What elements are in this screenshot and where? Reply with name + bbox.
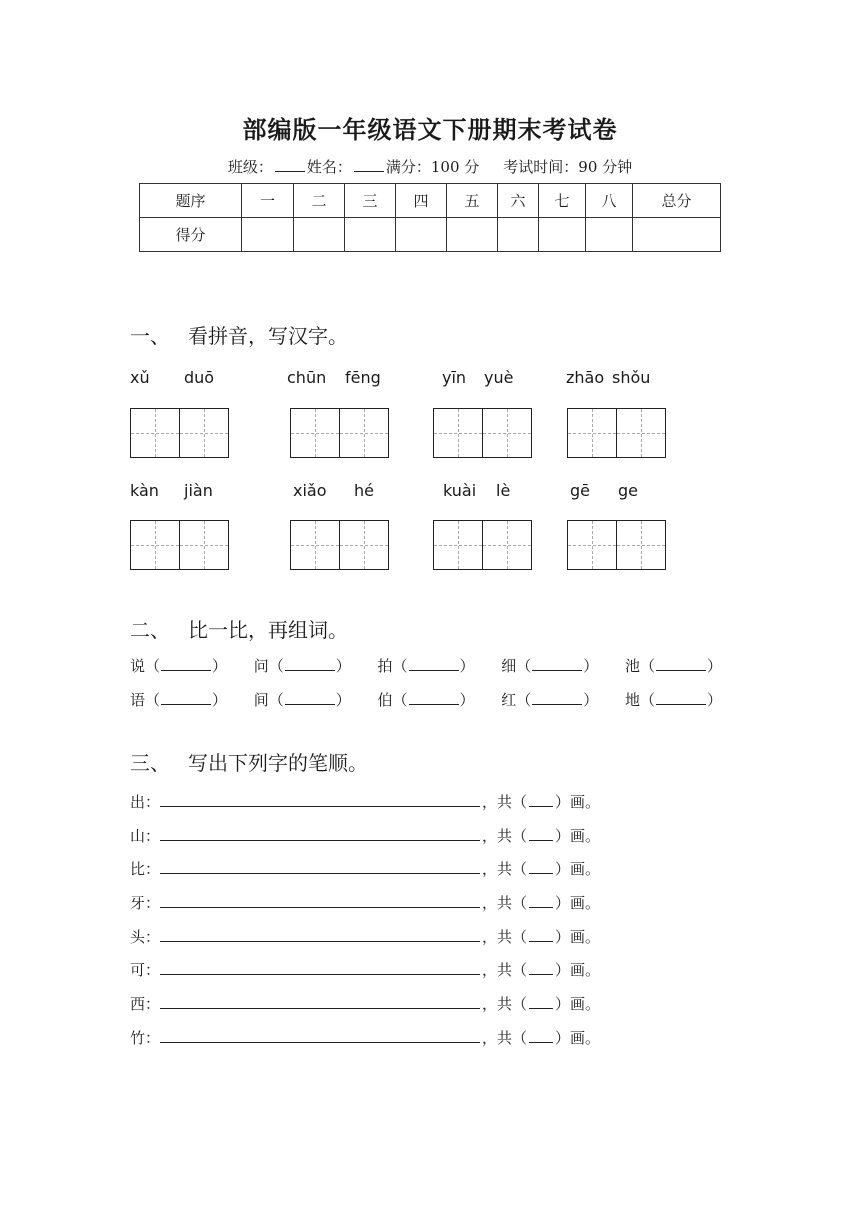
stroke-count-suffix: ）画。 <box>555 995 601 1013</box>
close-paren: ） <box>459 657 475 675</box>
compare-item <box>254 655 351 676</box>
answer-blank[interactable] <box>409 660 459 671</box>
close-paren: ） <box>583 657 599 675</box>
close-paren: ） <box>583 691 599 709</box>
section2-number: 二、 <box>130 618 170 642</box>
stroke-order-row <box>130 959 600 980</box>
compare-item <box>130 655 227 676</box>
stroke-order-row <box>130 825 600 846</box>
pinyin-syllable: kàn <box>130 481 159 500</box>
section2-heading <box>130 614 348 643</box>
score-cell[interactable] <box>633 218 721 252</box>
stroke-order-blank[interactable] <box>160 796 480 807</box>
exam-title: 部编版一年级语文下册期末考试卷 <box>242 115 618 144</box>
score-cell[interactable] <box>539 218 586 252</box>
stroke-count-blank[interactable] <box>529 998 553 1009</box>
close-paren: ） <box>459 691 475 709</box>
stroke-char: 牙： <box>130 894 161 912</box>
writing-grid-box[interactable] <box>616 520 666 570</box>
stroke-count-suffix: ）画。 <box>555 1029 601 1047</box>
stroke-order-row <box>130 791 600 812</box>
open-paren: （ <box>516 657 532 675</box>
compare-item <box>377 655 474 676</box>
stroke-count-prefix: ，共（ <box>482 995 528 1013</box>
stroke-order-blank[interactable] <box>160 998 480 1009</box>
writing-grid-box[interactable] <box>290 520 340 570</box>
score-header-cell: 二 <box>294 184 345 218</box>
compare-item <box>625 655 722 676</box>
open-paren: （ <box>639 691 655 709</box>
writing-grid-box[interactable] <box>433 520 483 570</box>
score-cell[interactable] <box>345 218 396 252</box>
stroke-count-prefix: ，共（ <box>482 793 528 811</box>
compare-item <box>377 689 474 710</box>
answer-blank[interactable] <box>285 694 335 705</box>
stroke-order-row <box>130 926 600 947</box>
writing-grid-box[interactable] <box>567 408 617 458</box>
stroke-count-blank[interactable] <box>529 964 553 975</box>
compare-char: 伯 <box>377 691 393 709</box>
pinyin-syllable: shǒu <box>612 368 651 387</box>
compare-char: 说 <box>130 657 146 675</box>
close-paren: ） <box>335 657 351 675</box>
stroke-count-suffix: ）画。 <box>555 793 601 811</box>
score-header-cell: 五 <box>447 184 498 218</box>
score-row-label: 得分 <box>140 218 242 252</box>
writing-grid-box[interactable] <box>130 520 180 570</box>
compare-char: 细 <box>501 657 517 675</box>
compare-char: 拍 <box>377 657 393 675</box>
pinyin-syllable: kuài <box>443 481 477 500</box>
stroke-order-row <box>130 993 600 1014</box>
stroke-count-blank[interactable] <box>529 830 553 841</box>
stroke-order-blank[interactable] <box>160 830 480 841</box>
close-paren: ） <box>212 657 228 675</box>
section3-number: 三、 <box>130 751 170 775</box>
compare-char: 红 <box>501 691 517 709</box>
pinyin-syllable: jiàn <box>184 481 213 500</box>
compare-char: 语 <box>130 691 146 709</box>
stroke-count-prefix: ，共（ <box>482 827 528 845</box>
compare-item <box>254 689 351 710</box>
pinyin-syllable: yīn <box>442 368 467 387</box>
exam-time: 考试时间：90 分钟 <box>503 158 633 176</box>
writing-grid-box[interactable] <box>130 408 180 458</box>
class-blank[interactable] <box>275 157 305 172</box>
close-paren: ） <box>335 691 351 709</box>
stroke-char: 西： <box>130 995 161 1013</box>
stroke-char: 可： <box>130 961 161 979</box>
pinyin-syllable: lè <box>496 481 511 500</box>
stroke-order-row <box>130 892 600 913</box>
compare-row-2 <box>130 689 722 710</box>
score-header-cell: 六 <box>498 184 539 218</box>
writing-grid-box[interactable] <box>567 520 617 570</box>
compare-item <box>130 689 227 710</box>
pinyin-syllable: zhāo <box>566 368 605 387</box>
score-table-header-row <box>140 184 721 218</box>
score-table <box>139 183 721 252</box>
score-table-score-row <box>140 218 721 252</box>
compare-char: 问 <box>253 657 269 675</box>
stroke-char: 比： <box>130 860 161 878</box>
score-header-cell: 七 <box>539 184 586 218</box>
stroke-count-blank[interactable] <box>529 897 553 908</box>
section2-title: 比一比，再组词。 <box>188 618 348 642</box>
compare-item <box>501 689 598 710</box>
section1-number: 一、 <box>130 324 170 348</box>
writing-grid-box[interactable] <box>616 408 666 458</box>
name-blank[interactable] <box>354 157 384 172</box>
writing-grid-box[interactable] <box>179 520 229 570</box>
score-cell[interactable] <box>586 218 633 252</box>
answer-blank[interactable] <box>161 660 211 671</box>
exam-info <box>0 156 860 177</box>
stroke-order-blank[interactable] <box>160 897 480 908</box>
open-paren: （ <box>392 691 408 709</box>
stroke-order-blank[interactable] <box>160 964 480 975</box>
pinyin-syllable: gē <box>570 481 590 500</box>
compare-row-1 <box>130 655 722 676</box>
answer-blank[interactable] <box>409 694 459 705</box>
compare-char: 池 <box>624 657 640 675</box>
stroke-order-blank[interactable] <box>160 931 480 942</box>
stroke-count-suffix: ）画。 <box>555 961 601 979</box>
answer-blank[interactable] <box>656 660 706 671</box>
close-paren: ） <box>706 691 722 709</box>
class-label: 班级： <box>227 158 273 176</box>
section3-heading <box>130 747 368 776</box>
stroke-count-blank[interactable] <box>529 863 553 874</box>
stroke-count-prefix: ，共（ <box>482 928 528 946</box>
section3-title: 写出下列字的笔顺。 <box>188 751 368 775</box>
stroke-order-blank[interactable] <box>160 863 480 874</box>
stroke-char: 头： <box>130 928 161 946</box>
stroke-char: 竹： <box>130 1029 161 1047</box>
stroke-order-row <box>130 1027 600 1048</box>
section1-heading <box>130 320 348 349</box>
name-label: 姓名： <box>306 158 352 176</box>
open-paren: （ <box>268 691 284 709</box>
writing-grid-box[interactable] <box>482 408 532 458</box>
pinyin-syllable: xiǎo <box>293 481 327 500</box>
writing-grid-box[interactable] <box>290 408 340 458</box>
compare-char: 间 <box>253 691 269 709</box>
writing-grid-box[interactable] <box>482 520 532 570</box>
score-header-cell: 一 <box>242 184 294 218</box>
stroke-count-prefix: ，共（ <box>482 894 528 912</box>
answer-blank[interactable] <box>656 694 706 705</box>
stroke-count-blank[interactable] <box>529 796 553 807</box>
pinyin-syllable: ge <box>618 481 638 500</box>
stroke-count-suffix: ）画。 <box>555 928 601 946</box>
score-header-cell: 八 <box>586 184 633 218</box>
pinyin-syllable: fēng <box>345 368 381 387</box>
open-paren: （ <box>392 657 408 675</box>
answer-blank[interactable] <box>285 660 335 671</box>
writing-grid-box[interactable] <box>339 408 389 458</box>
stroke-char: 山： <box>130 827 161 845</box>
stroke-count-prefix: ，共（ <box>482 860 528 878</box>
stroke-char: 出： <box>130 793 161 811</box>
stroke-count-blank[interactable] <box>529 1032 553 1043</box>
score-header-cell: 四 <box>396 184 447 218</box>
score-cell[interactable] <box>498 218 539 252</box>
answer-blank[interactable] <box>161 694 211 705</box>
stroke-count-suffix: ）画。 <box>555 827 601 845</box>
stroke-count-prefix: ，共（ <box>482 961 528 979</box>
close-paren: ） <box>706 657 722 675</box>
writing-grid-box[interactable] <box>433 408 483 458</box>
answer-blank[interactable] <box>532 694 582 705</box>
compare-item <box>625 689 722 710</box>
pinyin-syllable: duō <box>184 368 215 387</box>
score-cell[interactable] <box>242 218 294 252</box>
section1-title: 看拼音，写汉字。 <box>188 324 348 348</box>
open-paren: （ <box>268 657 284 675</box>
score-cell[interactable] <box>447 218 498 252</box>
open-paren: （ <box>516 691 532 709</box>
pinyin-syllable: xǔ <box>130 368 150 387</box>
stroke-count-suffix: ）画。 <box>555 860 601 878</box>
pinyin-syllable: chūn <box>287 368 327 387</box>
score-header-cell: 题序 <box>140 184 242 218</box>
answer-blank[interactable] <box>532 660 582 671</box>
score-header-cell: 总分 <box>633 184 721 218</box>
pinyin-syllable: hé <box>354 481 374 500</box>
compare-char: 地 <box>624 691 640 709</box>
close-paren: ） <box>212 691 228 709</box>
score-cell[interactable] <box>396 218 447 252</box>
stroke-count-suffix: ）画。 <box>555 894 601 912</box>
stroke-order-blank[interactable] <box>160 1032 480 1043</box>
stroke-count-blank[interactable] <box>529 931 553 942</box>
stroke-count-prefix: ，共（ <box>482 1029 528 1047</box>
stroke-order-row <box>130 858 600 879</box>
open-paren: （ <box>145 691 161 709</box>
open-paren: （ <box>639 657 655 675</box>
writing-grid-box[interactable] <box>179 408 229 458</box>
score-cell[interactable] <box>294 218 345 252</box>
score-header-cell: 三 <box>345 184 396 218</box>
compare-item <box>501 655 598 676</box>
writing-grid-box[interactable] <box>339 520 389 570</box>
pinyin-syllable: yuè <box>484 368 514 387</box>
full-score: 满分：100 分 <box>385 158 480 176</box>
open-paren: （ <box>145 657 161 675</box>
